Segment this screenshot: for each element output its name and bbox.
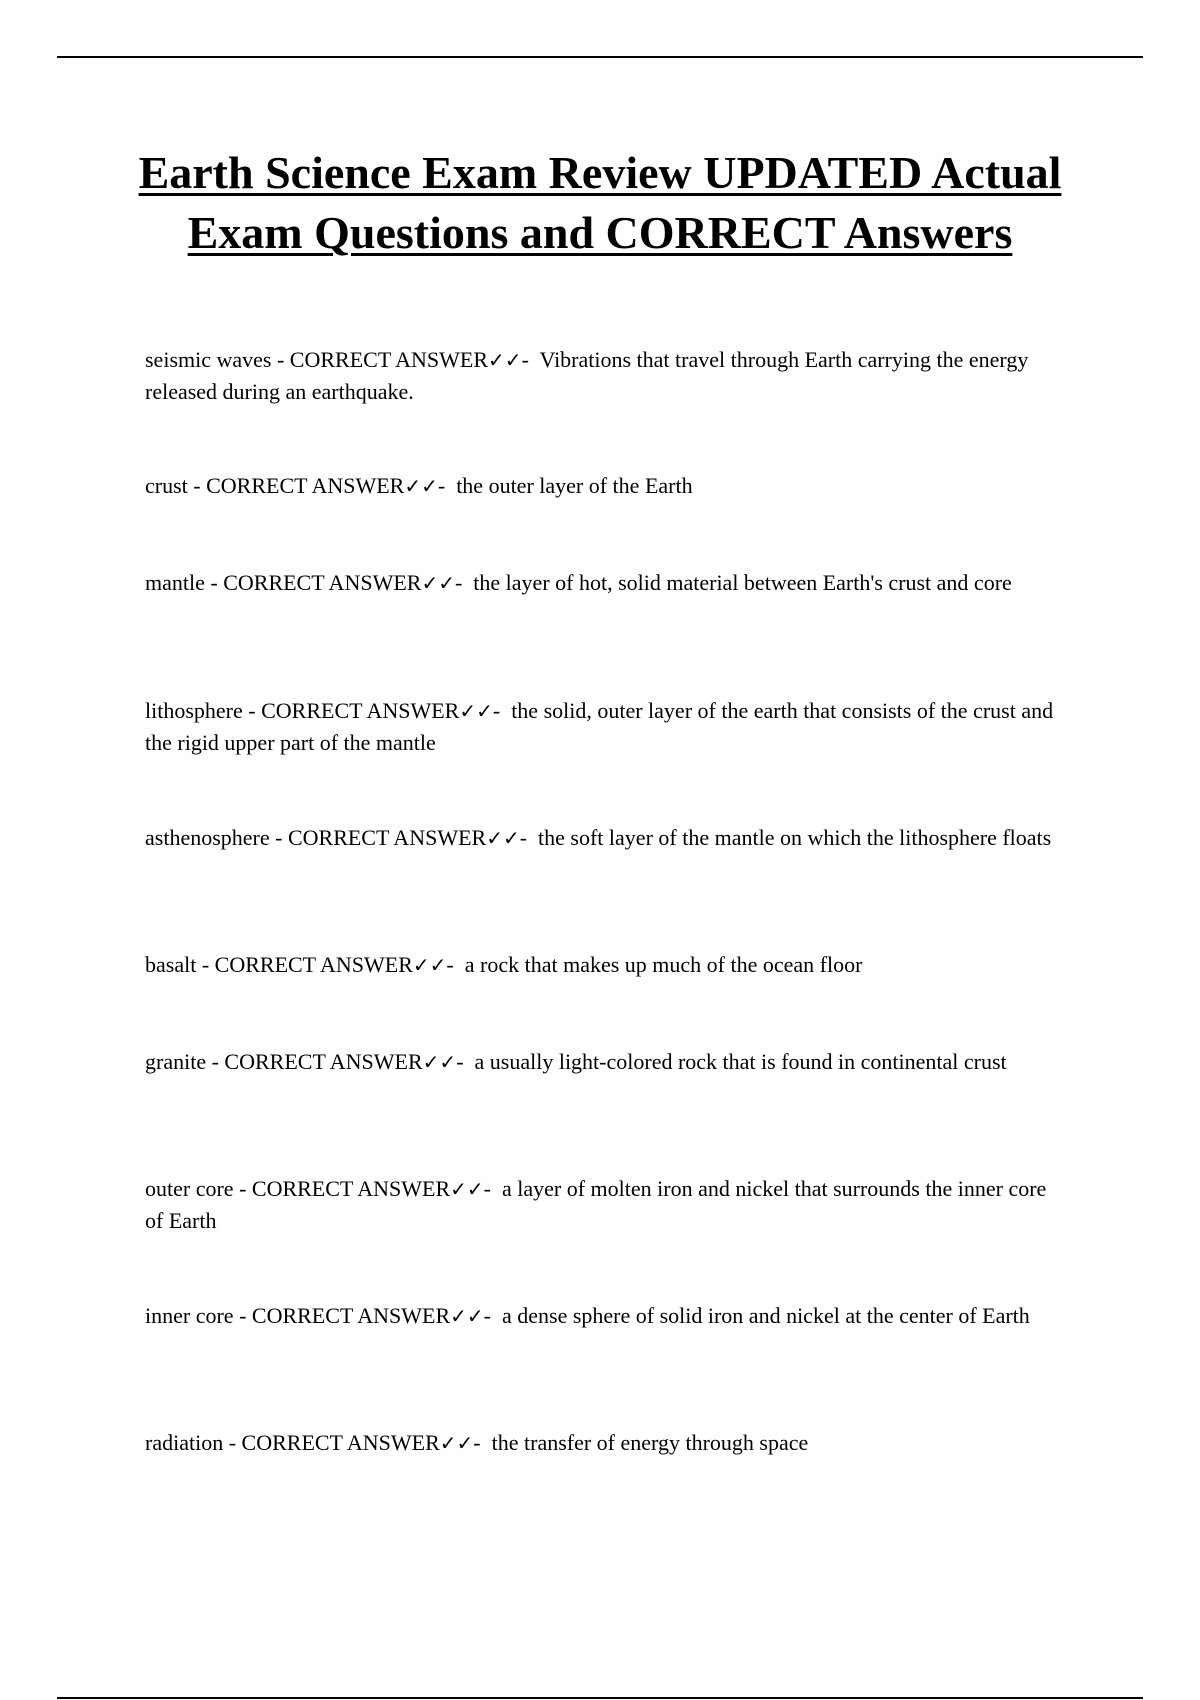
double-check-icon: ✓✓ [459,699,493,723]
list-item: seismic waves - CORRECT ANSWER✓✓- Vibrations that travel through Earth carrying the energy released during an earthquake. [145,347,1029,404]
answer-marker: CORRECT ANSWER [287,825,487,850]
entry-definition: a layer of molten iron and nickel that surrounds the inner core of Earth [145,1176,1047,1233]
entry-term: lithosphere [145,698,243,723]
entry-term: granite [145,1049,207,1074]
answer-marker: CORRECT ANSWER [223,570,422,595]
entry-term: crust [145,473,188,498]
entry-term: asthenosphere [145,825,270,850]
double-check-icon: ✓✓ [422,1050,457,1074]
entry-definition: a usually light-colored rock that is found in continental crust [474,1049,1007,1074]
answer-marker: CORRECT ANSWER [241,1430,440,1455]
double-check-icon: ✓✓ [450,1177,484,1201]
entry-term: outer core [145,1176,234,1201]
footer-rule [57,1697,1143,1699]
entry-definition: the transfer of energy through space [491,1430,809,1455]
double-check-icon: ✓✓ [439,1431,474,1455]
list-item: basalt - CORRECT ANSWER✓✓- a rock that makes up much of the ocean floor [145,952,863,977]
list-item: crust - CORRECT ANSWER✓✓- the outer layer of the Earth [145,473,693,498]
answer-marker: CORRECT ANSWER [251,1176,451,1201]
list-item: granite - CORRECT ANSWER✓✓- a usually light-colored rock that is found in continental crust [145,1049,1007,1074]
list-item: inner core - CORRECT ANSWER✓✓- a dense sphere of solid iron and nickel at the center of Earth [145,1303,1030,1328]
answer-marker: CORRECT ANSWER [224,1049,423,1074]
answer-marker: CORRECT ANSWER [206,473,405,498]
entry-definition: the outer layer of the Earth [456,473,693,498]
double-check-icon: ✓✓ [450,1304,484,1328]
entry-term: seismic waves [145,347,272,372]
answer-marker: CORRECT ANSWER [251,1303,451,1328]
list-item: outer core - CORRECT ANSWER✓✓- a layer of molten iron and nickel that surrounds the inner core of Earth [145,1176,1047,1233]
double-check-icon: ✓✓ [412,953,447,977]
answer-marker: CORRECT ANSWER [289,347,489,372]
list-item: radiation - CORRECT ANSWER✓✓- the transfer of energy through space [145,1430,809,1455]
entry-definition: Vibrations that travel through Earth carrying the energy released during an earthquake. [145,347,1029,404]
entry-definition: a dense sphere of solid iron and nickel at the center of Earth [501,1303,1030,1328]
entry-definition: the soft layer of the mantle on which the lithosphere floats [538,825,1052,850]
entry-term: radiation [145,1430,224,1455]
list-item: asthenosphere - CORRECT ANSWER✓✓- the soft layer of the mantle on which the lithosphere floats [145,825,1052,850]
double-check-icon: ✓✓ [421,571,455,595]
answer-marker: CORRECT ANSWER [261,698,460,723]
document-title: Earth Science Exam Review UPDATED Actual Exam Questions and CORRECT Answers [138,147,1062,258]
list-item: lithosphere - CORRECT ANSWER✓✓- the solid, outer layer of the earth that consists of the crust and the rigid upper part of the mantle [145,698,1054,755]
entry-term: basalt [145,952,197,977]
double-check-icon: ✓✓ [404,474,438,498]
entry-definition: a rock that makes up much of the ocean floor [464,952,863,977]
entry-term: mantle [145,570,205,595]
header-rule [57,56,1143,58]
double-check-icon: ✓✓ [486,826,520,850]
list-item: mantle - CORRECT ANSWER✓✓- the layer of hot, solid material between Earth's crust and core [145,570,1012,595]
entry-definition: the solid, outer layer of the earth that consists of the crust and the rigid upper part of the mantle [145,698,1054,755]
answer-marker: CORRECT ANSWER [214,952,413,977]
double-check-icon: ✓✓ [488,348,522,372]
entry-term: inner core [145,1303,234,1328]
entry-definition: the layer of hot, solid material between Earth's crust and core [473,570,1012,595]
